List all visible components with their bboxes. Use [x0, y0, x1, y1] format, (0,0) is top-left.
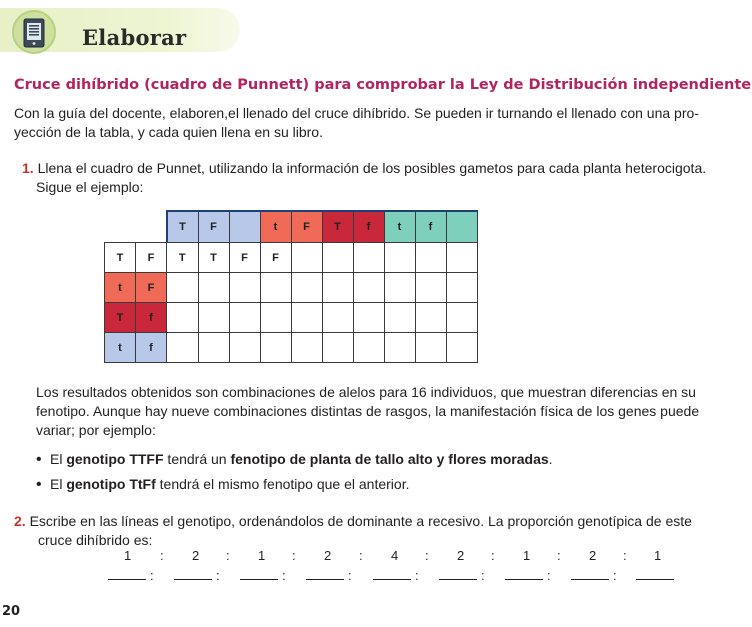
answer-line[interactable] [636, 579, 674, 580]
col-gamete-1-spacer [229, 211, 260, 243]
ratio-value: 1 [523, 548, 531, 563]
intro-line-2: yección de la tabla, y cada quien llena en su libro. [14, 124, 323, 140]
answer-line[interactable] [571, 579, 609, 580]
col-gamete-3-b: f [353, 211, 384, 243]
punnett-cell[interactable] [446, 303, 477, 333]
answer-separator: : [547, 568, 551, 583]
punnett-cell[interactable] [229, 333, 260, 363]
answer-separator: : [348, 568, 352, 583]
punnett-cell[interactable] [167, 333, 199, 363]
col-gamete-2-a: t [260, 211, 291, 243]
row-gamete-4-a: t [105, 333, 136, 363]
step-1-number: 1. [22, 160, 34, 176]
step-1-line-1: Llena el cuadro de Punnet, utilizando la información de los posibles gametos para cada planta heterocigota. [37, 160, 707, 176]
punnett-row-2 [105, 273, 478, 303]
genotype-examples [36, 447, 553, 497]
section-title: Cruce dihíbrido (cuadro de Punnett) para comprobar la Ley de Distribución independiente [14, 77, 752, 93]
results-line-2: fenotipo. Aunque hay nueve combinaciones distintas de rasgos, la manifestación física de los genes puede [36, 403, 700, 419]
punnett-cell[interactable] [291, 303, 322, 333]
answer-line[interactable] [306, 579, 344, 580]
example-cell-1: T [167, 243, 199, 273]
answer-line[interactable] [240, 579, 278, 580]
punnett-corner [105, 211, 136, 243]
punnett-cell[interactable] [446, 333, 477, 363]
answer-separator: : [415, 568, 419, 583]
punnett-cell[interactable] [322, 303, 353, 333]
example-cell-2: T [198, 243, 229, 273]
example-cell-4: F [260, 243, 291, 273]
punnett-cell[interactable] [322, 333, 353, 363]
results-paragraph [36, 383, 750, 440]
answer-separator: : [150, 568, 154, 583]
punnett-row-1 [105, 243, 478, 273]
ratio-value: 1 [654, 548, 662, 563]
header-bar [0, 8, 240, 52]
page-number: 20 [2, 604, 21, 619]
ratio-value: 1 [258, 548, 266, 563]
punnett-cell[interactable] [353, 243, 384, 273]
punnett-cell[interactable] [198, 273, 229, 303]
punnett-cell[interactable] [322, 243, 353, 273]
ratio-separator: : [623, 548, 627, 563]
punnett-cell[interactable] [415, 303, 446, 333]
punnett-cell[interactable] [229, 303, 260, 333]
ratio-value: 2 [589, 548, 597, 563]
punnett-cell[interactable] [291, 273, 322, 303]
ratio-value: 1 [124, 548, 132, 563]
results-line-3: variar; por ejemplo: [36, 422, 156, 438]
col-gamete-1-b: F [198, 211, 229, 243]
punnett-header-row [105, 211, 478, 243]
punnett-cell[interactable] [167, 303, 199, 333]
answer-separator: : [613, 568, 617, 583]
col-gamete-2-b: F [291, 211, 322, 243]
ratio-separator: : [359, 548, 363, 563]
bullet-text: El [50, 451, 67, 467]
ratio-value: 4 [391, 548, 399, 563]
punnett-cell[interactable] [291, 243, 322, 273]
punnett-cell[interactable] [229, 273, 260, 303]
example-cell-3: F [229, 243, 260, 273]
answer-separator: : [216, 568, 220, 583]
ratio-separator: : [491, 548, 495, 563]
row-gamete-1-a: T [105, 243, 136, 273]
row-gamete-3-b: f [136, 303, 167, 333]
step-2-line-2: cruce dihíbrido es: [38, 532, 153, 548]
punnett-cell[interactable] [260, 273, 291, 303]
bullet-item-2 [36, 472, 553, 497]
punnett-cell[interactable] [415, 243, 446, 273]
intro-paragraph [14, 104, 748, 142]
punnett-cell[interactable] [260, 333, 291, 363]
answer-line[interactable] [373, 579, 411, 580]
answer-line[interactable] [439, 579, 477, 580]
punnett-cell[interactable] [291, 333, 322, 363]
bullet-bold: genotipo TTFF [66, 451, 164, 467]
punnett-cell[interactable] [446, 243, 477, 273]
bullet-bold: genotipo TtFf [66, 476, 156, 492]
header-title: Elaborar [82, 25, 187, 50]
punnett-cell[interactable] [198, 303, 229, 333]
punnett-square [104, 210, 478, 363]
col-gamete-1-a: T [167, 211, 199, 243]
punnett-cell[interactable] [415, 273, 446, 303]
bullet-bold: fenotipo de planta de tallo alto y flores moradas [230, 451, 549, 467]
col-gamete-4-spacer [446, 211, 477, 243]
answer-separator: : [282, 568, 286, 583]
punnett-cell[interactable] [198, 333, 229, 363]
tablet-icon [12, 10, 56, 54]
bullet-text: . [548, 451, 553, 467]
ratio-separator: : [557, 548, 561, 563]
punnett-cell[interactable] [353, 303, 384, 333]
ratio-separator: : [226, 548, 230, 563]
punnett-cell[interactable] [167, 273, 199, 303]
ratio-separator: : [160, 548, 164, 563]
answer-line[interactable] [174, 579, 212, 580]
col-gamete-4-b: f [415, 211, 446, 243]
bullet-item-1 [36, 447, 553, 472]
bullet-text: El [50, 476, 67, 492]
ratio-value: 2 [324, 548, 332, 563]
col-gamete-3-a: T [322, 211, 353, 243]
row-gamete-2-a: t [105, 273, 136, 303]
punnett-cell[interactable] [260, 303, 291, 333]
step-1-line-2: Sigue el ejemplo: [36, 179, 144, 195]
answer-line[interactable] [505, 579, 543, 580]
punnett-cell[interactable] [322, 273, 353, 303]
step-2-line-1: Escribe en las líneas el genotipo, ordenándolos de dominante a recesivo. La proporción genotípica de este [29, 513, 692, 529]
punnett-row-3 [105, 303, 478, 333]
punnett-cell[interactable] [446, 273, 477, 303]
col-gamete-4-a: t [384, 211, 415, 243]
row-gamete-4-b: f [136, 333, 167, 363]
row-gamete-2-b: F [136, 273, 167, 303]
step-2-number: 2. [14, 513, 26, 529]
bullet-text: tendrá un [163, 451, 231, 467]
punnett-cell[interactable] [353, 273, 384, 303]
answer-separator: : [481, 568, 485, 583]
results-line-1: Los resultados obtenidos son combinaciones de alelos para 16 individuos, que muestran diferencias en su [36, 384, 696, 400]
punnett-cell[interactable] [384, 303, 415, 333]
punnett-cell[interactable] [415, 333, 446, 363]
genotypic-ratio [108, 548, 708, 568]
punnett-corner [136, 211, 167, 243]
answer-line[interactable] [108, 579, 146, 580]
ratio-separator: : [292, 548, 296, 563]
punnett-cell[interactable] [384, 243, 415, 273]
intro-line-1: Con la guía del docente, elaboren,el llenado del cruce dihíbrido. Se pueden ir turnando el llenado con una pro- [14, 105, 699, 121]
punnett-row-4 [105, 333, 478, 363]
bullet-text: tendrá el mismo fenotipo que el anterior. [155, 476, 410, 492]
punnett-cell[interactable] [384, 273, 415, 303]
punnett-cell[interactable] [353, 333, 384, 363]
step-1-instruction [22, 159, 752, 197]
genotype-answer-lines [108, 568, 708, 588]
ratio-separator: : [425, 548, 429, 563]
ratio-value: 2 [192, 548, 200, 563]
row-gamete-3-a: T [105, 303, 136, 333]
punnett-cell[interactable] [384, 333, 415, 363]
ratio-value: 2 [457, 548, 465, 563]
step-2-instruction [14, 512, 748, 550]
row-gamete-1-b: F [136, 243, 167, 273]
